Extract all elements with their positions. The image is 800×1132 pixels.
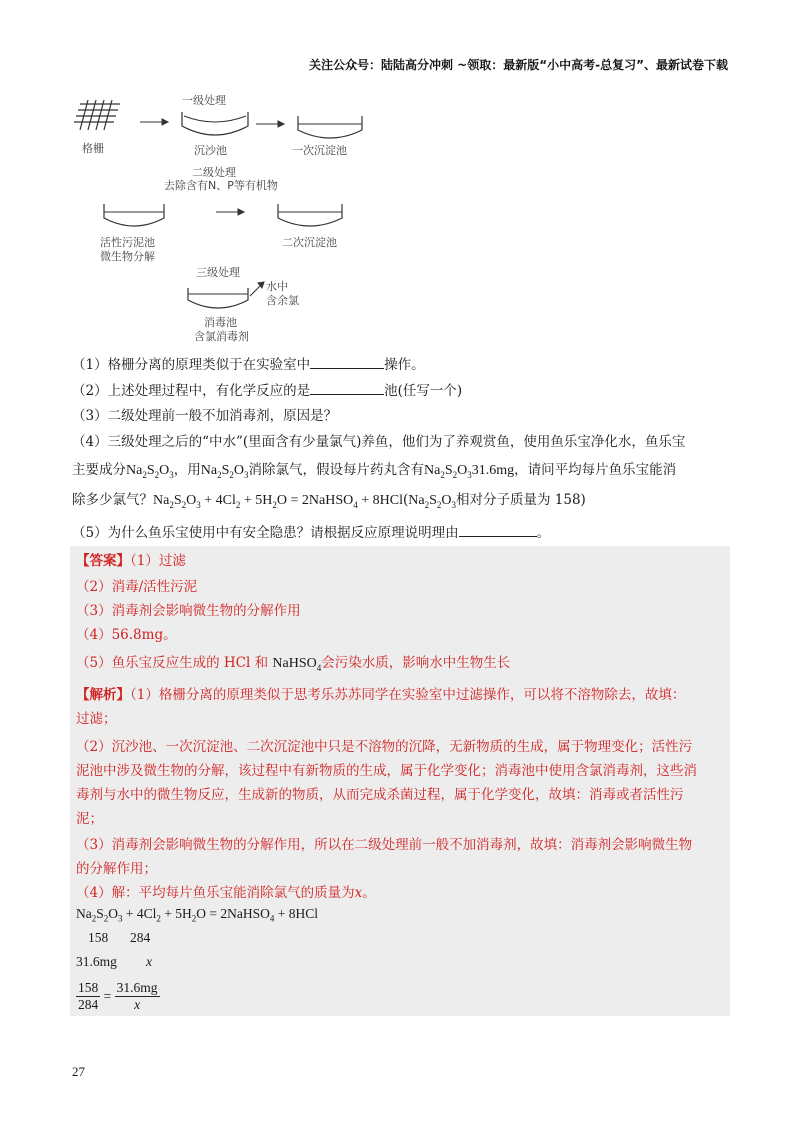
formula-na2s2o3: $Na_2S_2O_3$	[408, 493, 456, 510]
analysis-2b: 泥池中涉及微生物的分解，该过程中有新物质的生成，属于化学变化；消毒池中使用含氯消毒剂，这些消	[76, 763, 697, 779]
treatment-process-diagram	[70, 92, 370, 350]
settle-pool-1-shape	[298, 116, 362, 138]
equals-sign: =	[103, 988, 112, 1004]
formula-na2s2o3: $Na_2S_2O_3$	[424, 463, 472, 480]
label-sand-pool: 沉沙池	[194, 144, 227, 157]
question-4-line-2: 主要成分$Na_2S_2O_3$，用$Na_2S_2O_3$消除氯气，假设每片药丸含有$Na_2S_2O_331.6mg$，请问平均每片鱼乐宝能消	[72, 462, 677, 480]
arrow-icon	[216, 209, 244, 215]
grate-icon	[74, 100, 120, 130]
answer-blank	[310, 354, 384, 369]
analysis-4: （4）解：平均每片鱼乐宝能消除氯气的质量为x。	[76, 885, 376, 901]
mass-unknown: x	[146, 954, 152, 969]
formula-na2s2o3: $Na_2S_2O_3$	[126, 463, 174, 480]
label-water1: 水中	[266, 280, 288, 293]
fraction-left: $\frac{158}{284}$	[78, 980, 99, 1012]
settle-pool-2-shape	[278, 204, 342, 226]
label-stage2-note: 去除含有N、P等有机物	[164, 179, 278, 192]
process-diagram-svg	[70, 92, 370, 350]
answer-3: （3）消毒剂会影响微生物的分解作用	[76, 603, 301, 619]
label-disinfect2: 含氯消毒剂	[194, 330, 249, 343]
molar-mass-1: 158	[88, 930, 109, 945]
question-1: （1）格栅分离的原理类似于在实验室中 操作。	[72, 354, 732, 375]
molar-mass-2: 284	[130, 930, 151, 945]
label-sludge1: 活性污泥池	[100, 236, 155, 249]
formula-na2s2o3: $Na_2S_2O_3$	[200, 463, 249, 480]
answer-5: （5）鱼乐宝反应生成的 HCl 和 NaHSO$_4$会污染水质，影响水中生物生长	[76, 655, 511, 673]
analysis-1b: 过滤；	[76, 711, 117, 727]
sand-pool-shape	[182, 112, 248, 135]
answer-blank	[459, 522, 537, 537]
sand-pool-water	[184, 116, 246, 122]
fraction-right: $\frac{31.6mg}{x}$	[116, 980, 158, 1012]
formula-nahso4: NaHSO$_4$	[272, 656, 322, 673]
solution-equation: $Na_2S_2O_3 + 4Cl_2 + 5H_2O$ = 2NaHSO$_4$ + 8HCl	[76, 906, 319, 924]
question-5: （5）为什么鱼乐宝使用中有安全隐患？请根据反应原理说明理由 。	[72, 522, 732, 543]
label-sludge2: 微生物分解	[100, 250, 155, 263]
question-4-line-1: （4）三级处理之后的“中水”(里面含有少量氯气)养鱼，他们为了养观赏鱼，使用鱼乐宝净化水，鱼乐宝	[72, 434, 686, 450]
page-number: 27	[72, 1064, 85, 1079]
arrow-icon	[140, 119, 168, 125]
answer-1: 【答案】（1）过滤	[76, 553, 186, 569]
answer-4: （4）56.8mg。	[76, 627, 177, 643]
equation: $Na_2S_2O_3 + 4Cl_2 + 5H_2O$ = 2NaHSO$_4$ + 8HCl	[153, 493, 403, 510]
mass-given: 31.6mg	[76, 954, 117, 969]
analysis-2d: 泥；	[76, 811, 103, 827]
label-settle1: 一次沉淀池	[292, 144, 347, 157]
analysis-1a: 【解析】（1）格栅分离的原理类似于思考乐苏苏同学在实验室中过滤操作，可以将不溶物除去，故填：	[76, 687, 686, 703]
label-grate: 格栅	[82, 142, 104, 155]
page-header: 关注公众号：陆陆高分冲刺 ~领取：最新版“小中高考-总复习”、最新试卷下载	[309, 58, 728, 72]
question-3: （3）二级处理前一般不加消毒剂，原因是？	[72, 408, 338, 424]
sludge-pool-shape	[104, 204, 164, 226]
label-disinfect1: 消毒池	[204, 316, 237, 329]
arrow-icon	[256, 121, 284, 127]
label-stage3: 三级处理	[196, 266, 240, 279]
analysis-2a: （2）沉沙池、一次沉淀池、二次沉淀池中只是不溶物的沉降，无新物质的生成，属于物理变化；活性污	[76, 739, 693, 755]
analysis-3b: 的分解作用；	[76, 861, 157, 877]
question-4-line-3: 除多少氯气？$Na_2S_2O_3 + 4Cl_2 + 5H_2O$ = 2NaHSO$_4$ + $8HCl(Na_2S_2O_3$相对分子质量为 158)	[72, 492, 586, 510]
answer-blank	[310, 380, 384, 395]
label-water2: 含余氯	[266, 294, 299, 307]
proportion-equation	[76, 980, 160, 1013]
analysis-3a: （3）消毒剂会影响微生物的分解作用，所以在二级处理前一般不加消毒剂，故填：消毒剂会影响微生物	[76, 837, 693, 853]
label-stage1: 一级处理	[182, 94, 226, 107]
answer-2: （2）消毒/活性污泥	[76, 579, 198, 595]
arrow-icon	[250, 282, 264, 296]
label-settle2: 二次沉淀池	[282, 236, 337, 249]
analysis-2c: 毒剂与水中的微生物反应，生成新的物质，从而完成杀菌过程，属于化学变化，故填：消毒或者活性污	[76, 787, 684, 803]
label-stage2: 二级处理	[192, 166, 236, 179]
question-2: （2）上述处理过程中，有化学反应的是 池(任写一个)	[72, 380, 732, 401]
disinfect-pool-shape	[188, 288, 248, 308]
